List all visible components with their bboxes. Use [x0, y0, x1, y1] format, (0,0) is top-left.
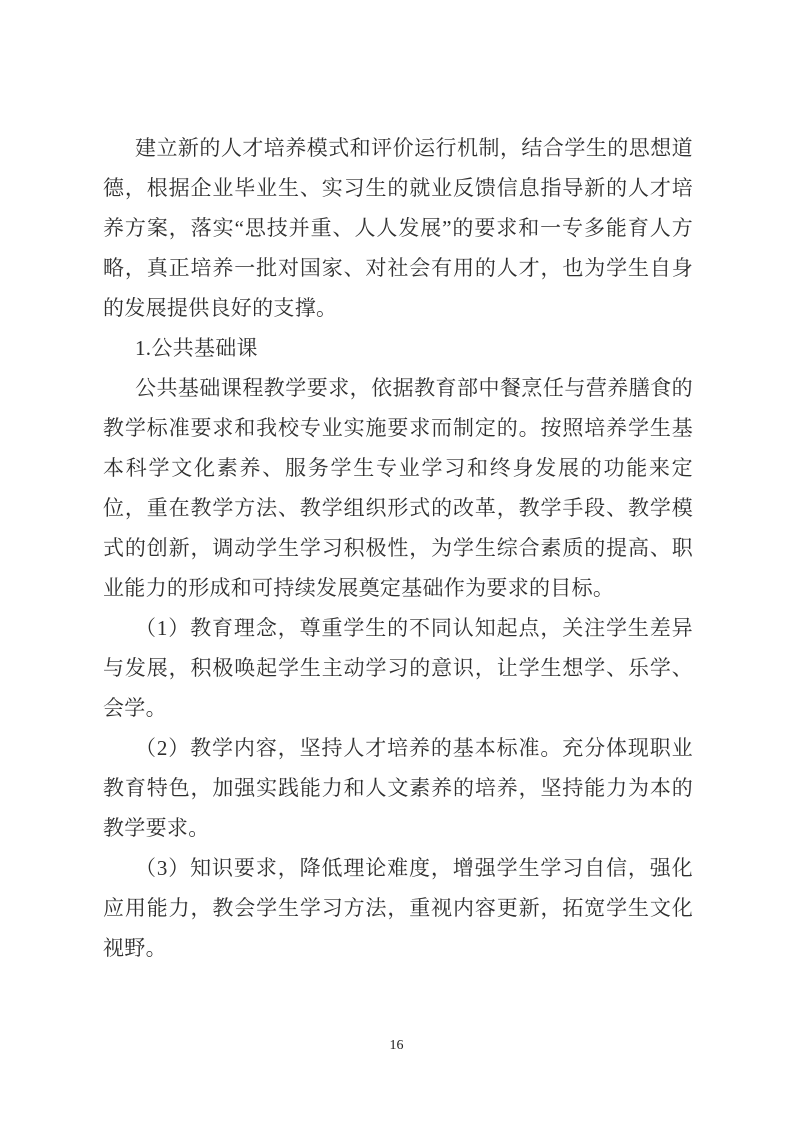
paragraph-item-3-knowledge-requirements: （3）知识要求，降低理论难度，增强学生学习自信，强化应用能力，教会学生学习方法，重视内容更新，拓宽学生文化视野。 [103, 856, 693, 960]
document-body [103, 128, 693, 968]
paragraph-item-1-education-philosophy: （1）教育理念，尊重学生的不同认知起点，关注学生差异与发展，积极唤起学生主动学习的意识，让学生想学、乐学、会学。 [103, 616, 693, 720]
paragraph-public-basic-courses: 公共基础课程教学要求，依据教育部中餐烹任与营养膳食的教学标准要求和我校专业实施要求而制定的。按照培养学生基本科学文化素养、服务学生专业学习和终身发展的功能来定位，重在教学方法、教学组织形式的改革，教学手段、教学模式的创新，调动学生学习积极性，为学生综合素质的提高、职业能力的形成和可持续发展奠定基础作为要求的目标。 [103, 376, 693, 600]
paragraph-intro: 建立新的人才培养模式和评价运行机制，结合学生的思想道德，根据企业毕业生、实习生的就业反馈信息指导新的人才培养方案，落实“思技并重、人人发展”的要求和一专多能育人方略，真正培养一批对国家、对社会有用的人才，也为学生自身的发展提供良好的支撑。 [103, 136, 693, 320]
paragraph-item-2-teaching-content: （2）教学内容，坚持人才培养的基本标准。充分体现职业教育特色，加强实践能力和人文素养的培养，坚持能力为本的教学要求。 [103, 736, 693, 840]
section-heading-public-basic-courses: 1.公共基础课 [135, 336, 258, 360]
page-number: 16 [389, 1038, 404, 1053]
